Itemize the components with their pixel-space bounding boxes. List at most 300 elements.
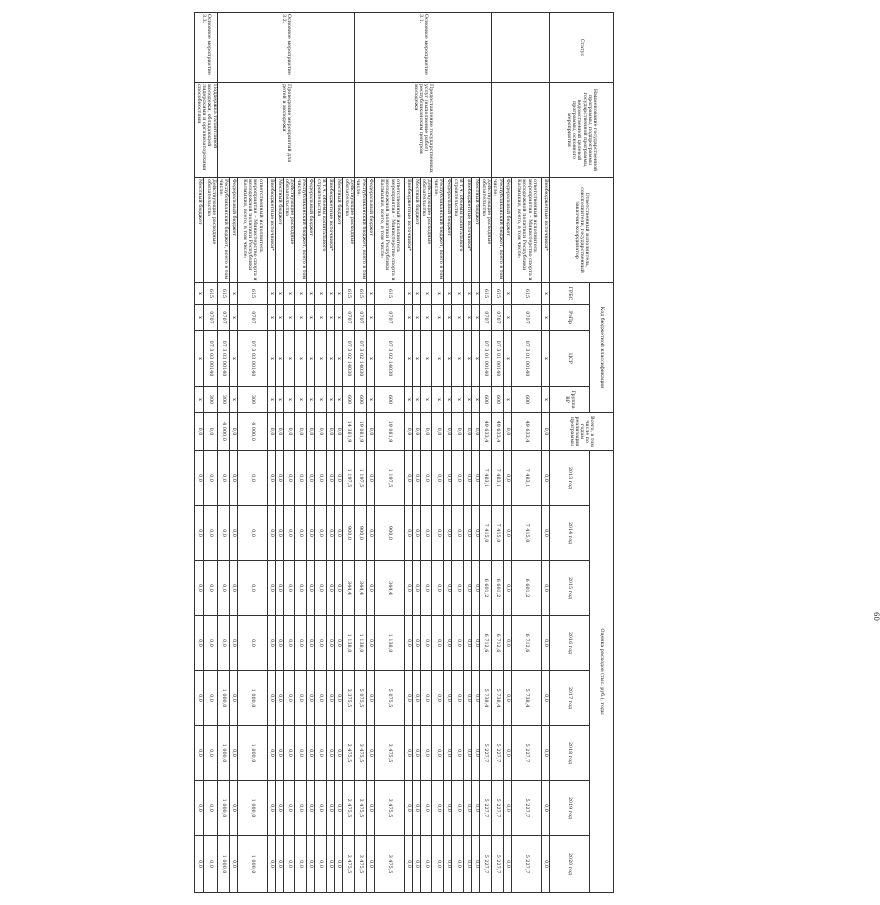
row-label: Федеральный бюджет (307, 178, 315, 283)
value-cell: 1 197,5 (343, 451, 355, 506)
header-year: 2016 год (550, 616, 590, 671)
value-cell: 0,0 (229, 726, 237, 781)
value-cell: 0,0 (472, 781, 480, 836)
code-cell: x (472, 283, 480, 305)
code-cell: 600 (374, 387, 404, 413)
value-cell: 0,0 (327, 781, 335, 836)
row-label: ответственный исполнитель мероприятия – Министерство спорта и молодежной политики Республики Калмыкия, всего, в том числе: (512, 178, 542, 283)
row-label: Федеральный бюджет (504, 178, 512, 283)
value-cell: 0,0 (444, 451, 452, 506)
code-cell: x (267, 387, 275, 413)
value-cell: 5 227,7 (512, 836, 542, 893)
value-cell: 0,0 (335, 561, 343, 616)
page-number: 60 (872, 612, 880, 621)
value-cell: 0,0 (452, 561, 464, 616)
value-cell: 0,0 (404, 561, 412, 616)
code-cell: x (542, 387, 550, 413)
value-cell: 0,0 (472, 506, 480, 561)
value-cell: 0,0 (275, 726, 283, 781)
code-cell: x (335, 387, 343, 413)
row-label: Республиканский бюджет, всего в том числе: (432, 178, 444, 283)
value-cell: 0,0 (267, 836, 275, 893)
value-cell: 0,0 (204, 836, 217, 893)
value-cell: 6 601,2 (480, 561, 492, 616)
code-cell: 615 (374, 283, 404, 305)
table-row (343, 13, 355, 893)
row-label: Внебюджетные источники* (464, 178, 472, 283)
code-cell: x (335, 305, 343, 331)
value-cell: 0,0 (412, 836, 420, 893)
row-label: Федеральный бюджет (229, 178, 237, 283)
value-cell: 7 483,1 (492, 451, 504, 506)
code-cell: x (366, 387, 374, 413)
value-cell: 0,0 (229, 506, 237, 561)
value-cell: 0,0 (542, 781, 550, 836)
name-cell-empty (492, 83, 550, 178)
value-cell: 0,0 (275, 616, 283, 671)
code-cell: 615 (354, 283, 366, 305)
row-label: Внебюджетные источники* (404, 178, 412, 283)
code-cell: x (452, 387, 464, 413)
value-cell: 0,0 (412, 616, 420, 671)
value-cell: 0,0 (267, 616, 275, 671)
value-cell: 0,0 (432, 726, 444, 781)
value-cell: 0,0 (412, 413, 420, 451)
row-label: Федеральный бюджет (366, 178, 374, 283)
code-cell: x (307, 331, 315, 387)
value-cell: 0,0 (267, 726, 275, 781)
code-cell: 0707 (480, 305, 492, 331)
code-cell: 600 (343, 387, 355, 413)
value-cell: 0,0 (432, 413, 444, 451)
value-cell: 7 483,1 (480, 451, 492, 506)
value-cell: 0,0 (315, 836, 327, 893)
code-cell: 0707 (204, 305, 217, 331)
value-cell: 0,0 (542, 671, 550, 726)
code-cell: x (335, 283, 343, 305)
value-cell: 0,0 (444, 616, 452, 671)
value-cell: 0,0 (237, 451, 267, 506)
code-cell: 300 (217, 387, 229, 413)
value-cell: 5 227,7 (492, 726, 504, 781)
value-cell: 0,0 (217, 561, 229, 616)
code-cell: x (472, 387, 480, 413)
header-status: Статус (550, 13, 614, 83)
header-year: 2014 год (550, 506, 590, 561)
measure-name: Проведение мероприятий для детей и молодежи (217, 83, 354, 178)
header-year: 2020 год (550, 836, 590, 893)
code-cell: x (420, 331, 432, 387)
value-cell: 1 000,0 (217, 671, 229, 726)
code-cell: x (432, 283, 444, 305)
value-cell: 0,0 (229, 561, 237, 616)
value-cell: 0,0 (542, 506, 550, 561)
measure-name: Предоставление государственных услуг (выполнение работ) республиканским центром молодежи (354, 83, 491, 178)
code-cell: 600 (512, 387, 542, 413)
value-cell: 344,4 (374, 561, 404, 616)
code-cell: x (464, 387, 472, 413)
code-cell: x (420, 387, 432, 413)
value-cell: 0,0 (404, 413, 412, 451)
value-cell: 7 415,0 (492, 506, 504, 561)
row-label: Внебюджетные источники* (267, 178, 275, 283)
value-cell: 1 000,0 (237, 726, 267, 781)
value-cell: 0,0 (237, 561, 267, 616)
value-cell: 0,0 (204, 561, 217, 616)
value-cell: 5 227,7 (492, 836, 504, 893)
value-cell: 0,0 (542, 413, 550, 451)
value-cell: 1 138,0 (374, 616, 404, 671)
value-cell: 0,0 (327, 726, 335, 781)
row-label: Республиканский бюджет, всего в том числе: (217, 178, 229, 283)
code-cell: x (315, 283, 327, 305)
value-cell: 0,0 (452, 781, 464, 836)
rotated-table-area (20, 12, 614, 892)
code-cell: x (267, 283, 275, 305)
code-cell: x (335, 331, 343, 387)
table-body (195, 13, 550, 893)
value-cell: 0,0 (404, 836, 412, 893)
value-cell: 0,0 (229, 671, 237, 726)
code-cell: x (464, 331, 472, 387)
value-cell: 0,0 (275, 413, 283, 451)
value-cell: 0,0 (432, 561, 444, 616)
value-cell: 7 415,0 (512, 506, 542, 561)
value-cell: 0,0 (283, 781, 295, 836)
value-cell: 5 738,4 (492, 671, 504, 726)
value-cell: 0,0 (444, 836, 452, 893)
code-cell: 300 (237, 387, 267, 413)
value-cell: 0,0 (204, 671, 217, 726)
code-cell: x (404, 283, 412, 305)
value-cell: 0,0 (366, 561, 374, 616)
value-cell: 0,0 (307, 451, 315, 506)
value-cell: 344,4 (343, 561, 355, 616)
code-cell: x (404, 331, 412, 387)
value-cell: 0,0 (366, 781, 374, 836)
measure-status: Основное мероприятие 3.1. (354, 13, 491, 83)
value-cell: 14 381,9 (343, 413, 355, 451)
value-cell: 0,0 (472, 561, 480, 616)
code-cell: x (229, 283, 237, 305)
value-cell: 5 738,4 (512, 671, 542, 726)
row-label: Республиканский бюджет, всего в том числе: (295, 178, 307, 283)
code-cell: x (542, 305, 550, 331)
value-cell: 0,0 (267, 506, 275, 561)
code-cell: x (444, 387, 452, 413)
value-cell: 0,0 (275, 836, 283, 893)
row-label: Действующие расходные обязательства (480, 178, 492, 283)
row-label: В т.ч. объемы капитального строительства (315, 178, 327, 283)
code-cell: x (452, 305, 464, 331)
value-cell: 0,0 (237, 616, 267, 671)
value-cell: 0,0 (464, 561, 472, 616)
value-cell: 0,0 (195, 451, 204, 506)
row-label: Местный бюджет (335, 178, 343, 283)
value-cell: 1 000,0 (217, 781, 229, 836)
value-cell: 5 227,7 (480, 726, 492, 781)
value-cell: 0,0 (267, 781, 275, 836)
header-csr: ЦСР (550, 331, 590, 387)
value-cell: 1 197,5 (354, 451, 366, 506)
value-cell: 0,0 (307, 616, 315, 671)
code-cell: 0707 (343, 305, 355, 331)
value-cell: 0,0 (464, 726, 472, 781)
row-label: Местный бюджет (472, 178, 480, 283)
code-cell: x (327, 387, 335, 413)
value-cell: 3 475,5 (354, 781, 366, 836)
measure-status: Основное мероприятие 3.3. (195, 13, 217, 83)
value-cell: 0,0 (335, 451, 343, 506)
code-cell: 600 (492, 387, 504, 413)
value-cell: 49 633,4 (512, 413, 542, 451)
code-cell: x (275, 283, 283, 305)
code-cell: 07 3 02 14030 (343, 331, 355, 387)
value-cell: 0,0 (472, 671, 480, 726)
value-cell: 0,0 (283, 506, 295, 561)
value-cell: 0,0 (452, 616, 464, 671)
code-cell: x (283, 387, 295, 413)
value-cell: 0,0 (315, 616, 327, 671)
value-cell: 5 075,5 (354, 671, 366, 726)
value-cell: 0,0 (420, 413, 432, 451)
table-row (542, 13, 550, 893)
value-cell: 0,0 (366, 836, 374, 893)
code-cell: x (452, 283, 464, 305)
value-cell: 0,0 (366, 616, 374, 671)
value-cell: 0,0 (504, 451, 512, 506)
value-cell: 0,0 (204, 726, 217, 781)
code-cell: x (412, 331, 420, 387)
value-cell: 0,0 (444, 506, 452, 561)
value-cell: 0,0 (335, 413, 343, 451)
value-cell: 0,0 (229, 781, 237, 836)
value-cell: 0,0 (229, 616, 237, 671)
value-cell: 0,0 (307, 781, 315, 836)
code-cell: x (444, 305, 452, 331)
value-cell: 0,0 (444, 413, 452, 451)
value-cell: 0,0 (452, 726, 464, 781)
code-cell: x (275, 387, 283, 413)
value-cell: 0,0 (542, 451, 550, 506)
value-cell: 0,0 (327, 451, 335, 506)
value-cell: 0,0 (327, 836, 335, 893)
value-cell: 0,0 (464, 616, 472, 671)
value-cell: 0,0 (195, 671, 204, 726)
value-cell: 900,0 (374, 506, 404, 561)
value-cell: 0,0 (464, 506, 472, 561)
value-cell: 0,0 (295, 671, 307, 726)
value-cell: 0,0 (327, 671, 335, 726)
value-cell: 0,0 (295, 836, 307, 893)
value-cell: 0,0 (432, 671, 444, 726)
value-cell: 0,0 (204, 451, 217, 506)
value-cell: 6 712,6 (492, 616, 504, 671)
value-cell: 0,0 (404, 451, 412, 506)
code-cell: x (420, 305, 432, 331)
value-cell: 0,0 (412, 451, 420, 506)
value-cell: 0,0 (315, 451, 327, 506)
code-cell: 600 (480, 387, 492, 413)
value-cell: 1 000,0 (237, 671, 267, 726)
value-cell: 0,0 (275, 506, 283, 561)
value-cell: 19 081,9 (374, 413, 404, 451)
value-cell: 0,0 (452, 506, 464, 561)
value-cell: 0,0 (472, 451, 480, 506)
header-estimate: Оценка расходов (тыс. руб.), годы (590, 451, 614, 893)
value-cell: 0,0 (275, 561, 283, 616)
value-cell: 0,0 (327, 413, 335, 451)
code-cell: x (432, 331, 444, 387)
value-cell: 0,0 (335, 726, 343, 781)
value-cell: 5 227,7 (480, 836, 492, 893)
code-cell: x (412, 283, 420, 305)
value-cell: 0,0 (542, 616, 550, 671)
code-cell: x (295, 305, 307, 331)
value-cell: 0,0 (295, 413, 307, 451)
value-cell: 5 227,7 (480, 781, 492, 836)
value-cell: 0,0 (283, 836, 295, 893)
header-name: Наименование государственной программы, подпрограммы государственной программы, ведомственной целевой программы, основного мероприятия (550, 83, 614, 178)
code-cell: x (412, 305, 420, 331)
row-label: Внебюджетные источники* (542, 178, 550, 283)
value-cell: 0,0 (229, 451, 237, 506)
value-cell: 0,0 (404, 616, 412, 671)
code-cell: 300 (204, 387, 217, 413)
code-cell: x (307, 305, 315, 331)
value-cell: 5 075,5 (374, 671, 404, 726)
code-cell: 0707 (354, 305, 366, 331)
value-cell: 0,0 (195, 561, 204, 616)
code-cell: 07 3 01 00140 (480, 331, 492, 387)
code-cell: x (472, 305, 480, 331)
value-cell: 0,0 (452, 451, 464, 506)
value-cell: 0,0 (420, 671, 432, 726)
code-cell: x (307, 387, 315, 413)
value-cell: 0,0 (327, 561, 335, 616)
value-cell: 0,0 (366, 726, 374, 781)
value-cell: 0,0 (504, 561, 512, 616)
value-cell: 0,0 (412, 561, 420, 616)
code-cell: 615 (217, 283, 229, 305)
value-cell: 0,0 (195, 836, 204, 893)
value-cell: 0,0 (335, 616, 343, 671)
code-cell: x (267, 331, 275, 387)
value-cell: 0,0 (295, 726, 307, 781)
value-cell: 3 475,5 (354, 726, 366, 781)
value-cell: 3 475,5 (374, 836, 404, 893)
value-cell: 3 475,5 (354, 836, 366, 893)
value-cell: 0,0 (542, 726, 550, 781)
value-cell: 0,0 (267, 561, 275, 616)
value-cell: 49 633,4 (492, 413, 504, 451)
value-cell: 0,0 (307, 671, 315, 726)
code-cell: x (504, 283, 512, 305)
value-cell: 4 000,0 (237, 413, 267, 451)
value-cell: 19 081,9 (354, 413, 366, 451)
code-cell: x (432, 305, 444, 331)
value-cell: 6 712,6 (512, 616, 542, 671)
value-cell: 0,0 (204, 413, 217, 451)
code-cell: x (404, 387, 412, 413)
value-cell: 0,0 (504, 726, 512, 781)
value-cell: 0,0 (307, 561, 315, 616)
value-cell: 0,0 (195, 413, 204, 451)
value-cell: 0,0 (420, 616, 432, 671)
code-cell: x (283, 331, 295, 387)
row-label: Внебюджетные источники* (327, 178, 335, 283)
value-cell: 0,0 (542, 836, 550, 893)
value-cell: 900,0 (354, 506, 366, 561)
code-cell: 07 3 02 14030 (374, 331, 404, 387)
code-cell: x (472, 331, 480, 387)
status-cell-empty (492, 13, 550, 83)
value-cell: 2 475,5 (343, 726, 355, 781)
code-cell: x (295, 283, 307, 305)
value-cell: 0,0 (432, 781, 444, 836)
value-cell: 0,0 (275, 671, 283, 726)
code-cell: x (327, 283, 335, 305)
row-label: Действующие расходные обязательства (283, 178, 295, 283)
value-cell: 5 227,7 (512, 781, 542, 836)
code-cell: x (452, 331, 464, 387)
value-cell: 0,0 (472, 726, 480, 781)
value-cell: 0,0 (432, 506, 444, 561)
header-rzpr: РзПр (550, 305, 590, 331)
value-cell: 0,0 (404, 781, 412, 836)
value-cell: 0,0 (366, 451, 374, 506)
value-cell: 0,0 (195, 781, 204, 836)
code-cell: x (366, 331, 374, 387)
code-cell: x (366, 283, 374, 305)
value-cell: 0,0 (404, 726, 412, 781)
code-cell: x (315, 331, 327, 387)
code-cell: x (195, 283, 204, 305)
code-cell: x (315, 387, 327, 413)
value-cell: 0,0 (229, 413, 237, 451)
budget-table (194, 12, 614, 893)
value-cell: 0,0 (283, 616, 295, 671)
code-cell: x (464, 283, 472, 305)
value-cell: 0,0 (542, 561, 550, 616)
value-cell: 0,0 (504, 413, 512, 451)
value-cell: 0,0 (195, 506, 204, 561)
value-cell: 0,0 (267, 413, 275, 451)
code-cell: 07 3 03 00140 (237, 331, 267, 387)
value-cell: 0,0 (412, 781, 420, 836)
code-cell: 0707 (492, 305, 504, 331)
value-cell: 0,0 (327, 616, 335, 671)
value-cell: 0,0 (404, 506, 412, 561)
value-cell: 0,0 (307, 836, 315, 893)
value-cell: 0,0 (464, 671, 472, 726)
value-cell: 6 601,2 (492, 561, 504, 616)
value-cell: 0,0 (315, 726, 327, 781)
value-cell: 0,0 (504, 781, 512, 836)
code-cell: 615 (480, 283, 492, 305)
code-cell: x (542, 331, 550, 387)
row-label: Местный бюджет (412, 178, 420, 283)
value-cell: 0,0 (315, 506, 327, 561)
value-cell: 0,0 (295, 451, 307, 506)
code-cell: x (275, 305, 283, 331)
value-cell: 0,0 (472, 616, 480, 671)
header-year: 2013 год (550, 451, 590, 506)
code-cell: x (444, 331, 452, 387)
code-cell: x (504, 331, 512, 387)
value-cell: 1 000,0 (217, 836, 229, 893)
code-cell: x (366, 305, 374, 331)
